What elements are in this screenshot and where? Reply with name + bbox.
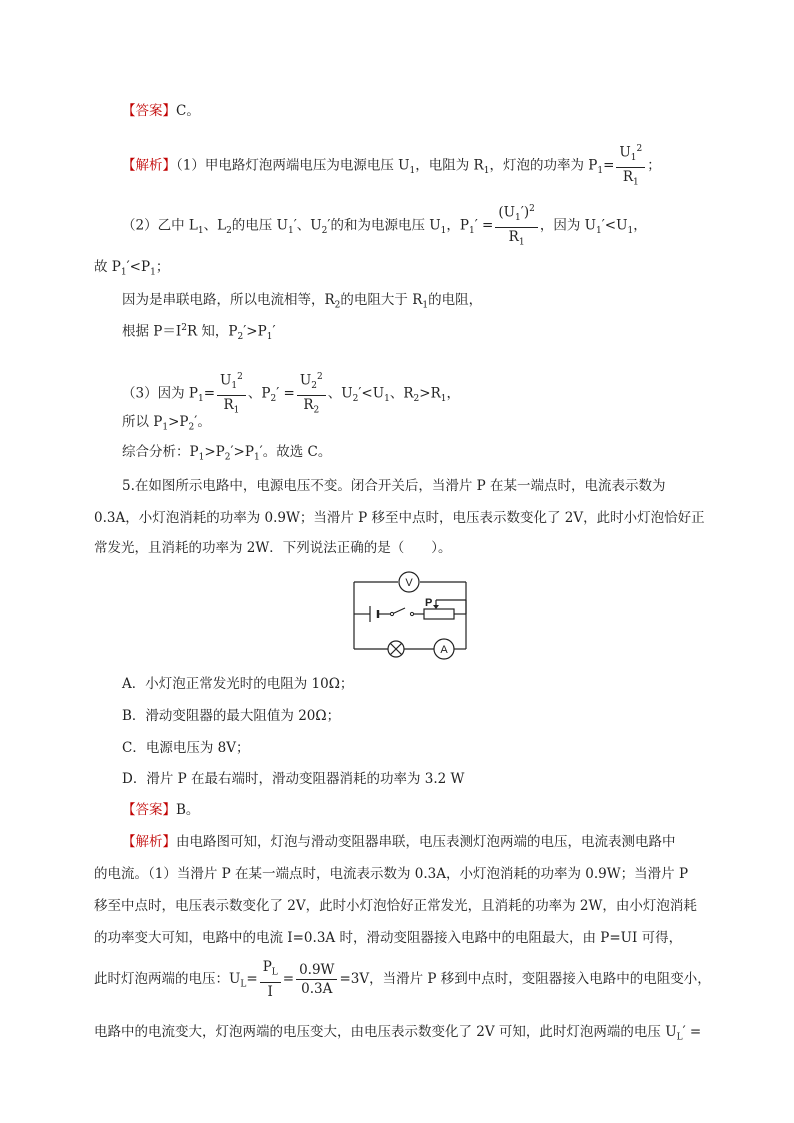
circuit-diagram [350,570,472,662]
explain-line-2 [122,200,647,252]
explain-text: ′<P [126,259,151,275]
explain-text: R 知，P [186,323,238,340]
subscript: 2 [334,300,341,311]
fraction-denominator: I [267,983,273,1000]
rheostat-icon [424,609,454,619]
explain-text: （1）甲电路灯泡两端电压为电源电压 U [176,157,410,174]
fraction [616,140,645,192]
explain-text: = [203,385,216,402]
subscript: 1 [197,226,204,237]
fraction-numerator: P [262,959,272,975]
fraction [495,200,537,252]
subscript: 1 [422,300,429,311]
explain-line-7 [122,412,211,438]
explain-text: ′、U [293,217,322,234]
explain-line-3 [94,257,169,283]
answer-text: B。 [176,802,200,818]
explain-text: ′ = [682,1024,702,1040]
subscript: 1 [231,381,238,392]
lamp-icon [388,641,404,657]
explain-text: 、P [247,385,271,402]
explain-text: 此时灯泡两端的电压：U [94,970,241,987]
explain-text: ′ = [474,217,494,234]
subscript: 1 [253,452,260,463]
question-line-3: 常发光，且消耗的功率为 2W．下列说法正确的是（ ）。 [94,540,452,556]
explain-text: ′<U [358,385,385,402]
subscript: 2 [270,394,277,405]
explain-line-1 [122,140,661,192]
voltmeter-icon [399,572,419,592]
subscript: 1 [627,226,634,237]
superscript: 2 [529,204,535,214]
subscript: 1 [515,213,521,224]
slider-arrow-icon [433,600,439,609]
option-d: D．滑片 P 在最右端时，滑动变阻器消耗的功率为 3.2 W [122,771,465,787]
explain-text: （3）因为 P [122,385,198,402]
fraction-denominator: 0.3A [301,980,333,997]
subscript: 1 [198,452,205,463]
explain-text: = [246,970,258,987]
explain-line-5 [122,318,276,347]
explain-text: （2）乙中 L [122,217,198,234]
explain-text: 所以 P [122,414,163,430]
fraction-numerator: ′) [520,204,530,221]
fraction-numerator: 0.9W [296,961,337,980]
subscript: L [676,1032,683,1043]
subscript: 2 [352,394,359,405]
fraction-numerator: (U [498,204,516,221]
explain-text: ； [647,157,661,174]
subscript: 1 [266,332,273,343]
explain-text: 根据 P＝I [122,323,182,340]
subscript: 1 [233,405,240,416]
fraction [260,958,281,1001]
explain-text: >R [419,385,441,402]
explain2-line-4: 的功率变大可知，电路中的电流 I=0.3A 时，滑动变阻器接入电路中的电阻最大，由 P=UI 可得， [94,930,683,946]
explain-text: ′>P [243,323,267,340]
explain2-line-6 [94,1022,701,1048]
explain-text: >P [168,414,189,430]
subscript: 1 [409,166,416,177]
fraction-denominator: R [223,397,234,414]
explain2-line-5 [94,958,711,1001]
fraction-denominator: R [508,229,519,246]
option-a: A．小灯泡正常发光时的电阻为 10Ω； [122,676,354,692]
explain2-line-2: 的电流。（1）当滑片 P 在某一端点时，电流表示数为 0.3A，小灯泡消耗的功率为 0.9W；当滑片 P [94,866,689,882]
explain-tag: 【解析】 [122,157,176,174]
subscript: 2 [313,405,320,416]
superscript: 2 [181,323,187,333]
explain-text: 电路中的电流变大，灯泡两端的电压变大，由电压表示数变化了 2V 可知，此时灯泡两端的电压 U [94,1024,677,1040]
fraction [297,368,326,420]
subscript: L [271,967,278,978]
option-c: C．电源电压为 8V； [122,740,250,756]
explain-text: = [282,970,295,987]
subscript: 2 [413,394,420,405]
explain-text: ，因为 U [539,217,596,234]
battery-icon [370,606,378,622]
explain-text: ′。故选 C。 [259,444,332,460]
explain-line-8 [122,442,331,468]
superscript: 2 [636,144,643,154]
explain-text: ，灯泡的功率为 P [489,157,598,174]
subscript: 1 [287,226,294,237]
fraction-numerator: U [619,144,631,161]
explain-text: 的电阻大于 R [340,292,423,308]
subscript: 1 [384,394,390,405]
subscript: 2 [321,226,328,237]
answer-line [122,101,200,121]
subscript: 1 [483,166,490,177]
explain-text: ， [633,217,647,234]
subscript: 1 [518,237,525,248]
explain-text: =3V，当滑片 P 移到中点时，变阻器接入电路中的电阻变小， [339,970,711,987]
subscript: 1 [197,394,204,405]
explain-text: ′ [272,323,276,340]
subscript: 1 [162,422,169,433]
subscript: 1 [440,226,447,237]
subscript: 1 [597,166,604,177]
explain-text: ； [155,259,170,275]
explain-text: ′。 [194,414,211,430]
explain-text: 、L [203,217,227,234]
explain-tag: 【解析】 [122,834,176,850]
subscript: 1 [440,394,447,405]
subscript: 2 [224,452,231,463]
superscript: 2 [317,372,323,382]
explain2-line-1 [122,832,676,852]
superscript: 2 [237,372,243,382]
subscript: 1 [596,226,602,237]
explain2-line-3: 移至中点时，电压表示数变化了 2V，此时小灯泡恰好正常发光，且消耗的功率为 2W，由小灯泡消耗 [94,898,697,914]
explain-text: 、R [389,385,414,402]
ammeter-label: A [440,644,448,656]
fraction-denominator: R [303,397,314,414]
explain-text: ，P [446,217,469,234]
option-b: B．滑动变阻器的最大阻值为 20Ω； [122,708,341,724]
explain-line-4 [122,290,482,316]
explain-text: 的电阻， [428,292,483,308]
subscript: 1 [150,267,156,278]
explain-text: = [603,157,615,174]
answer-tag: 【答案】 [122,802,176,818]
explain-text: 由电路图可知，灯泡与滑动变阻器串联，电压表测灯泡两端的电压，电流表测电路中 [176,834,676,850]
explain-text: >P [204,444,225,460]
subscript: 1 [468,226,475,237]
subscript: 2 [188,422,195,433]
answer-line-2 [122,800,199,820]
fraction-numerator: U [220,372,232,389]
subscript: 1 [120,267,127,278]
explain-text: ′<U [601,217,628,234]
explain-text: 的电压 U [231,217,288,234]
subscript: 1 [630,153,637,164]
explain-text: 故 P [94,259,121,275]
explain-text: 因为是串联电路，所以电流相等，R [122,292,335,308]
subscript: 2 [311,381,317,392]
question-line-2: 0.3A，小灯泡消耗的功率为 0.9W；当滑片 P 移至中点时，电压表示数变化了 2V，此时小灯泡恰好正 [94,510,705,526]
explain-text: 综合分析：P [122,444,199,460]
answer-text: C。 [176,103,200,119]
subscript: 2 [237,332,244,343]
fraction [217,368,246,420]
explain-text: ， [446,385,460,402]
subscript: L [240,979,247,990]
subscript: 2 [226,226,232,237]
voltmeter-label: V [405,577,413,589]
explain-text: 、U [327,385,353,402]
explain-text: ′>P [230,444,254,460]
explain-text: ，电阻为 R [415,157,484,174]
answer-tag: 【答案】 [122,103,176,119]
subscript: 1 [633,177,639,188]
slider-label: P [425,597,433,609]
explain-text: ′的和为电源电压 U [327,217,441,234]
explain-text: ′ = [276,385,295,402]
ammeter-icon [434,639,454,659]
fraction-numerator: U [299,372,312,389]
fraction [296,961,337,998]
fraction-denominator: R [622,169,634,186]
question-line-1: 5.在如图所示电路中，电源电压不变。闭合开关后，当滑片 P 在某一端点时，电流表示数为 [122,478,666,494]
